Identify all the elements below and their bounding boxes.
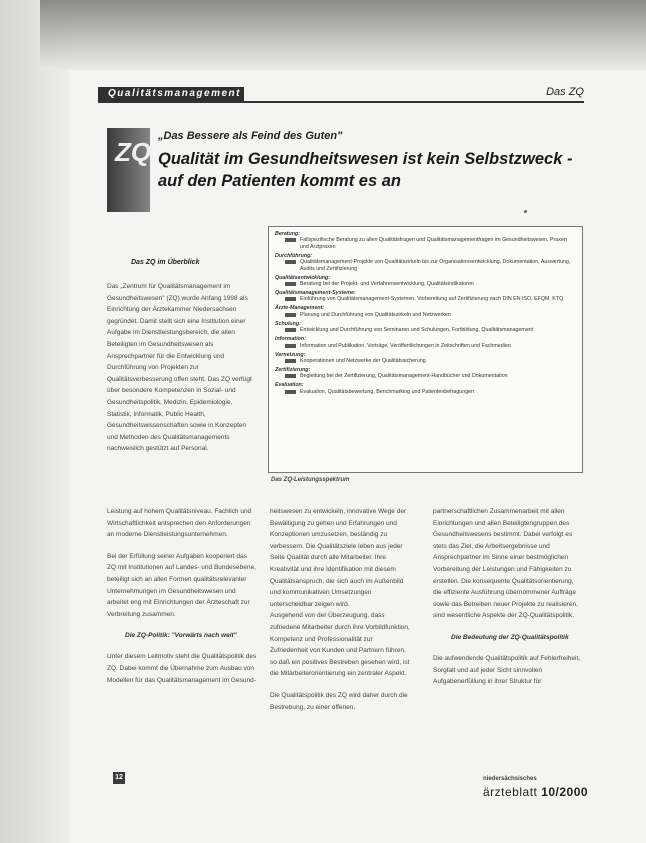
article-subhead: Das ZQ im Überblick bbox=[131, 259, 200, 266]
bullet-icon bbox=[285, 374, 296, 378]
info-box-entry-title: Ärzte-Management: bbox=[275, 305, 325, 312]
info-box-entry-text: Begleitung bei der Zertifizierung, Qualitätsmanagement-Handbücher und Dokumentation bbox=[300, 373, 508, 380]
section-right-label: Das ZQ bbox=[546, 86, 584, 98]
info-box-entry bbox=[275, 336, 576, 349]
scan-shadow-left bbox=[0, 0, 70, 843]
info-box-entry-text: Evaluation, Qualitätsbewertung, Benchmarking und Patientenbefragungen bbox=[300, 388, 475, 395]
paragraph: Unter diesem Leitmotiv steht die Qualitätspolitik des ZQ. Dabei kommt die Übernahme zum Ausbau von Modellen für das Qualitätsmanagement im Gesund- bbox=[107, 653, 257, 684]
footer-brand bbox=[483, 785, 588, 799]
footer-issue: 10/2000 bbox=[541, 785, 589, 799]
zq-logo-letters: ZQ bbox=[115, 137, 152, 167]
info-box-entry-title: Qualitätsentwicklung: bbox=[275, 274, 331, 281]
scan-shadow-top bbox=[40, 0, 646, 70]
info-box-caption: Das ZQ-Leistungsspektrum bbox=[271, 477, 350, 483]
info-box-entry-title: Information: bbox=[275, 336, 306, 343]
paragraph: Die aufwendende Qualitätspolitik auf Fehlerfreiheit, Sorgfalt und auf jeder Sicht sinnvollen Aufgabenerfüllung in ihrer Struktur für bbox=[433, 654, 581, 686]
info-box-entry-line bbox=[275, 389, 576, 395]
info-box-entry bbox=[275, 231, 576, 250]
article-kicker: „Das Bessere als Feind des Guten" bbox=[158, 130, 343, 142]
info-box-entry bbox=[275, 382, 576, 395]
info-box-entry bbox=[275, 367, 576, 380]
info-box-entry bbox=[275, 305, 576, 318]
info-box-entry bbox=[275, 290, 576, 303]
paragraph: Die Qualitätspolitik des ZQ wird daher durch die Bestrebung, zu einer offenen, bbox=[270, 691, 408, 711]
info-box-entry bbox=[275, 253, 576, 272]
info-box-entry-title: Schulung: bbox=[275, 320, 301, 327]
scan-speck bbox=[524, 210, 527, 213]
bullet-icon bbox=[285, 260, 296, 264]
section-header bbox=[98, 87, 584, 103]
article-headline: Qualität im Gesundheitswesen ist kein Selbstzweck - auf den Patienten kommt es an bbox=[158, 150, 573, 190]
info-box-entry-line bbox=[275, 358, 576, 364]
bullet-icon bbox=[285, 238, 296, 242]
info-box-entry-text: Beratung bei der Projekt- und Verfahrensentwicklung, Qualitätsindikatoren bbox=[300, 281, 474, 288]
info-box-entry-line bbox=[275, 373, 576, 379]
info-box-entry-title: Durchführung: bbox=[275, 252, 313, 259]
info-box-entry bbox=[275, 321, 576, 334]
column-3 bbox=[433, 506, 583, 688]
bullet-icon bbox=[285, 328, 296, 332]
zq-logo bbox=[107, 128, 150, 212]
intro-paragraph: Das „Zentrum für Qualitätsmanagement im Gesundheitswesen" (ZQ) wurde Anfang 1998 als Einrichtung der Ärztekammer Niedersachsen gegründet. Damit stellt sich eine Institution einer Aufgabe im Dienstleistungsbereich, die allen Beteiligten im Gesundheitswesen als Ansprechpartner für die Entwicklung und Durchführung von Projekten zur Qualitätsverbesserung offen steht. Das ZQ verfügt über besondere Kompetenzen in Sozial- und Gesundheitspolitik, Medizin, Epidemiologie, Statistik, Informatik, Public Health, Gesundheitswissenschaften sowie in Konzepten und Methoden des Qualitätsmanagements nachweislich gestützt auf Personal. bbox=[107, 283, 252, 453]
footer-publisher: niedersächsisches bbox=[483, 776, 537, 782]
info-box-entry-text: Einführung von Qualitätsmanagement-Systemen, Vorbereitung auf Zertifizierung nach DIN EN ISO, EFQM, KTQ bbox=[300, 296, 564, 303]
bullet-icon bbox=[285, 359, 296, 363]
info-box-entry-title: Qualitätsmanagement-Systeme: bbox=[275, 290, 356, 297]
paragraph: Leistung auf hohem Qualitätsniveau. Fachlich und Wirtschaftlichkeit entsprechen den Anforderungen an moderne Dienstleistungsunternehmen. bbox=[107, 508, 252, 539]
column-subheading: Die ZQ-Politik: "Vorwärts nach weit" bbox=[125, 632, 237, 640]
bullet-icon bbox=[285, 297, 296, 301]
bullet-icon bbox=[285, 313, 296, 317]
info-box-entry-line bbox=[275, 343, 576, 349]
info-box bbox=[268, 226, 583, 473]
info-box-entry-title: Vernetzung: bbox=[275, 351, 306, 358]
column-subheading: Die Bedeutung der ZQ-Qualitätspolitik bbox=[451, 633, 569, 641]
info-box-entry-text: Information und Publikation, Vorträge, Veröffentlichungen in Zeitschriften und Fachmedien bbox=[300, 342, 511, 349]
info-box-entry-line bbox=[275, 312, 576, 318]
info-box-entry-title: Evaluation: bbox=[275, 382, 304, 389]
info-box-entry-text: Entwicklung und Durchführung von Seminaren und Schulungen, Fortbildung, Qualitätsmanagement bbox=[300, 327, 534, 334]
info-box-entry bbox=[275, 275, 576, 288]
bullet-icon bbox=[285, 282, 296, 286]
paragraph: heitswesen zu entwickeln, innovative Wege der Bewältigung zu gehen und Erfahrungen und Konzeptionen umzusetzen, beständig zu verbessern. Die Qualitätsziele leben aus jeder Seite Qualität durch alle Mitarbeiter. Ihre Kreativität und ihre Identifikation mit diesem Qualitätsanspruch, die sich auch im Außenbild und kommunikativen Umsetzungen unterscheidbar zeigen wird. bbox=[270, 508, 407, 608]
bullet-icon bbox=[285, 344, 296, 348]
bullet-icon bbox=[285, 390, 296, 394]
info-box-entry-line bbox=[275, 327, 576, 333]
info-box-entry-line bbox=[275, 237, 576, 250]
info-box-entry bbox=[275, 352, 576, 365]
section-label: Qualitätsmanagement bbox=[98, 87, 244, 101]
column-1 bbox=[107, 506, 257, 686]
footer-brand-name: ärzteblatt bbox=[483, 785, 538, 799]
info-box-entry-title: Zertifizierung: bbox=[275, 367, 311, 374]
info-box-entry-title: Beratung: bbox=[275, 231, 301, 237]
info-box-entry-text: Fallspezifische Beratung zu allen Qualitätsfragen und Qualitätsmanagementfragen im Gesundheitswesen, Praxen und Arztpraxen bbox=[300, 237, 567, 250]
info-box-entry-text: Qualitätsmanagement-Projekte von Qualitätszirkeln bis zur Organisationsentwicklung, Dokumentation, Auswertung, Audits und Zertifizierung bbox=[300, 259, 571, 272]
info-box-entry-text: Kooperationen und Netzwerke der Qualitätssicherung bbox=[300, 358, 426, 365]
info-box-entry-line bbox=[275, 296, 576, 302]
intro-column bbox=[107, 281, 257, 455]
paragraph: Bei der Erfüllung seiner Aufgaben kooperiert das ZQ mit Institutionen auf Landes- und Bundesebene, beteiligt sich an allen Formen qualitätsrelevanter Unternehmungen im Gesundheitswesen und arbeitet eng mit Einrichtungen der Ärzteschaft zur Verbreitung zusammen. bbox=[107, 552, 256, 618]
info-box-entry-text: Planung und Durchführung von Qualitätszirkeln und Netzwerken bbox=[300, 311, 451, 318]
page-number: 12 bbox=[113, 772, 125, 784]
paragraph: Ausgehend von der Überzeugung, dass zufriedene Mitarbeiter durch ihre Vorbildfunktion, Kompetenz und Professionalität zur Zufriedenheit von Kunden und Partnern führen, so daß ein positives Bestreben gesehen wird, ist die Mitarbeiterorientierung ein zentraler Aspekt. bbox=[270, 612, 410, 678]
paragraph: partnerschaftlichen Zusammenarbeit mit allen Einrichtungen und allen Beteiligtengruppen des Gesundheitswesens bestimmt. Dabei verfolgt es stets das Ziel, die Arbeitsergebnisse und Ansprechpartner im Sinne einer bestmöglichen Vorbereitung der Leistungen und Fähigkeiten zu erstellen. Die konsequente Qualitätsorientierung, die effiziente Ausführung übernommener Aufträge sowie das Betreiben neuer Projekte zu realisieren, sind wesentliche Aspekte der ZQ-Qualitätspolitik. bbox=[433, 508, 578, 620]
info-box-entry-line bbox=[275, 259, 576, 272]
column-2 bbox=[270, 506, 410, 713]
info-box-entry-line bbox=[275, 281, 576, 287]
